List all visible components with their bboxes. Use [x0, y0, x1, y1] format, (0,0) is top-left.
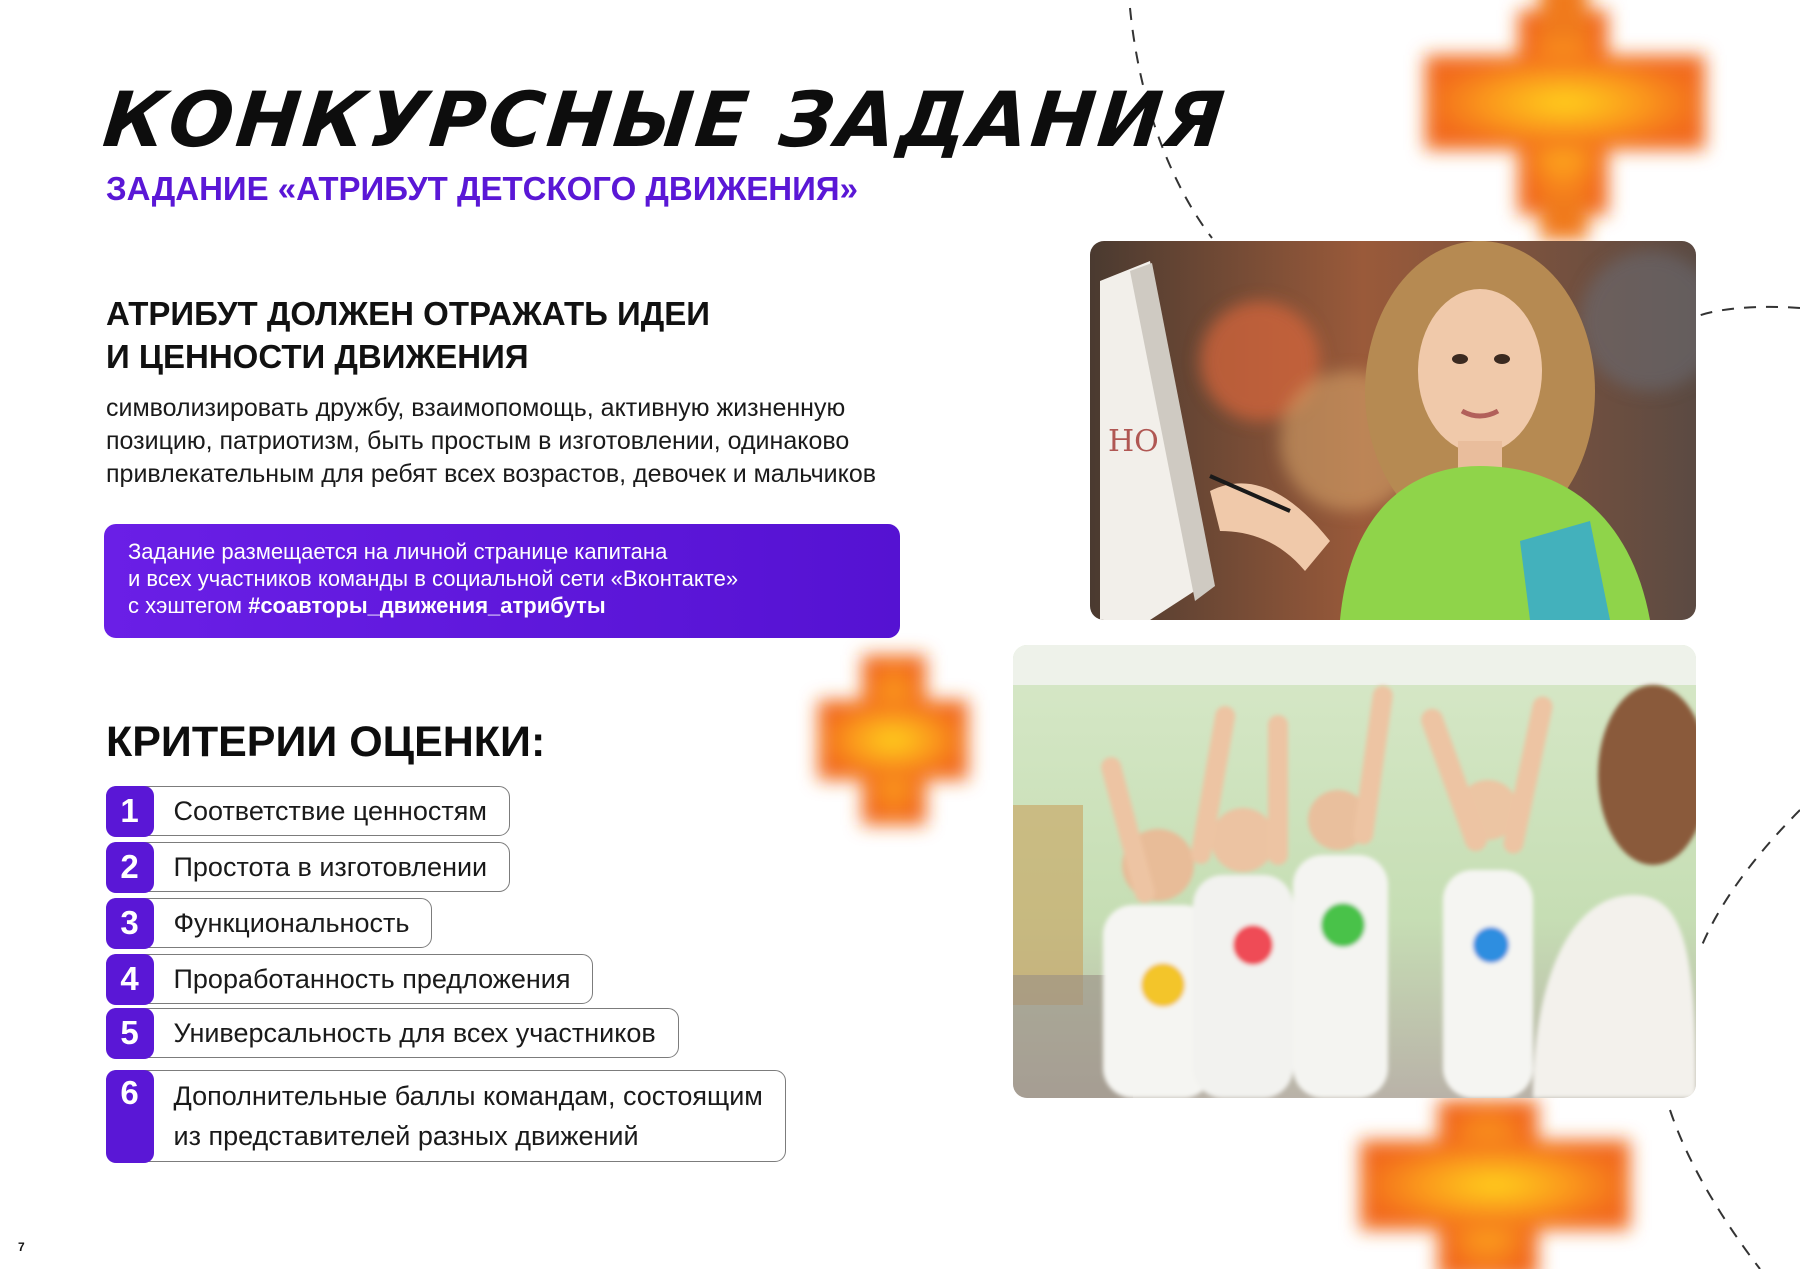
idea-description	[106, 392, 1006, 491]
criteria-label: Простота в изготовлении	[173, 851, 488, 882]
criteria-item	[106, 1008, 679, 1058]
criteria-heading: КРИТЕРИИ ОЦЕНКИ:	[106, 718, 546, 766]
page-title: КОНКУРСНЫЕ ЗАДАНИЯ	[99, 75, 1232, 164]
criteria-label-line: Дополнительные баллы командам, состоящим	[173, 1081, 763, 1111]
idea-heading-line: АТРИБУТ ДОЛЖЕН ОТРАЖАТЬ ИДЕИ	[106, 295, 710, 332]
notice-box	[104, 524, 900, 638]
notice-line	[128, 592, 900, 619]
idea-heading	[106, 292, 710, 378]
criteria-number: 2	[106, 842, 154, 893]
criteria-label: Универсальность для всех участников	[173, 1017, 656, 1048]
dashed-arc-right	[1698, 307, 1800, 316]
criteria-label-line: из представителей разных движений	[173, 1121, 639, 1151]
criteria-label: Соответствие ценностям	[173, 795, 487, 826]
task-subtitle: ЗАДАНИЕ «АТРИБУТ ДЕТСКОГО ДВИЖЕНИЯ»	[106, 170, 858, 207]
svg-text:НО: НО	[1108, 424, 1159, 459]
idea-heading-line: И ЦЕННОСТИ ДВИЖЕНИЯ	[106, 338, 529, 375]
photo-children-hands-up	[1013, 645, 1696, 1098]
dashed-arc-bottom-right	[1670, 1110, 1760, 1269]
page-number: 7	[18, 1240, 25, 1254]
criteria-number: 3	[106, 898, 154, 949]
photo-girl-flipchart	[1090, 241, 1696, 620]
idea-text-line: символизировать дружбу, взаимопомощь, активную жизненную	[106, 394, 846, 422]
criteria-item	[106, 842, 510, 892]
criteria-item	[106, 1070, 786, 1162]
criteria-item	[106, 786, 510, 836]
notice-line: и всех участников команды в социальной сети «Вконтакте»	[128, 566, 739, 591]
pixel-ornament-bottom-right	[1360, 1100, 1630, 1269]
notice-prefix: с хэштегом	[128, 593, 249, 618]
notice-line: Задание размещается на личной странице капитана	[128, 539, 668, 564]
criteria-number: 5	[106, 1008, 154, 1059]
dashed-arc-lower-right	[1700, 810, 1800, 950]
pixel-ornament-middle	[818, 655, 968, 825]
criteria-label: Проработанность предложения	[173, 963, 571, 994]
hashtag: #соавторы_движения_атрибуты	[248, 593, 606, 618]
criteria-number: 1	[106, 786, 154, 837]
criteria-label	[154, 1071, 785, 1161]
idea-text-line: привлекательным для ребят всех возрастов, девочек и мальчиков	[106, 460, 877, 488]
criteria-item	[106, 898, 432, 948]
criteria-label: Функциональность	[173, 907, 410, 938]
criteria-number: 4	[106, 954, 154, 1005]
criteria-number: 6	[106, 1070, 154, 1163]
idea-text-line: позицию, патриотизм, быть простым в изготовлении, одинаково	[106, 427, 850, 455]
pixel-ornament-top-right	[1425, 0, 1705, 240]
criteria-item	[106, 954, 593, 1004]
